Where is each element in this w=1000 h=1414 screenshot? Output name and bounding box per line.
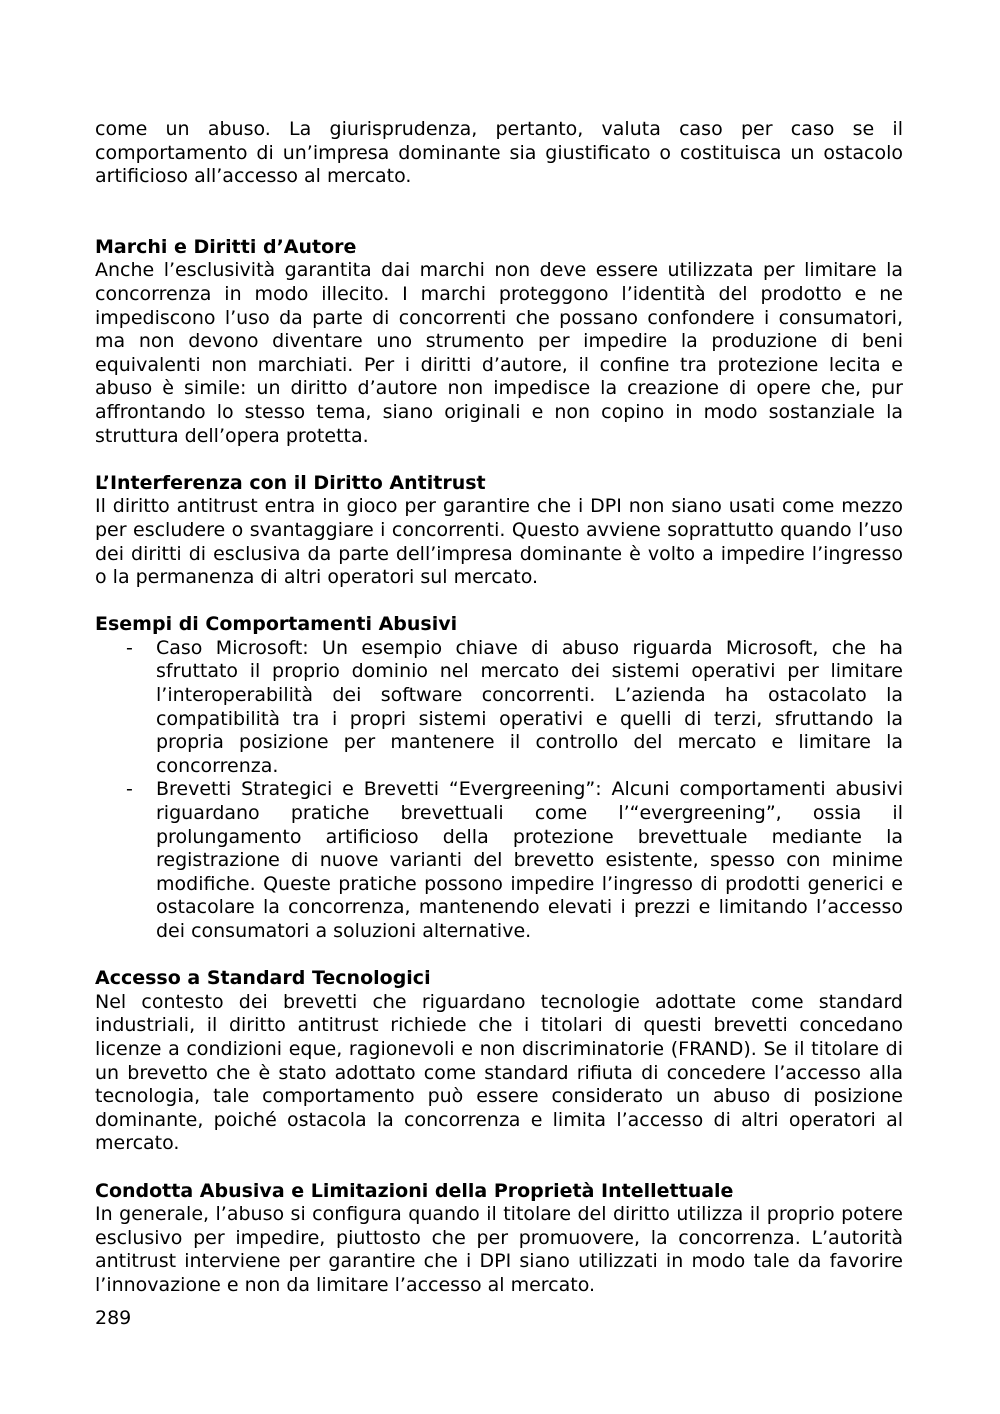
page-content: [95, 118, 903, 1298]
section-heading-condotta: Condotta Abusiva e Limitazioni della Proprietà Intellettuale: [95, 1179, 734, 1202]
section-heading-esempi: Esempi di Comportamenti Abusivi: [95, 613, 458, 636]
list-item: [95, 778, 903, 943]
page-number: 289: [95, 1307, 132, 1329]
section-body-interferenza: Il diritto antitrust entra in gioco per garantire che i DPI non siano usati come mezzo per escludere o svantaggiare i concorrenti. Questo avviene soprattutto quando l’uso dei diritti di esclusiva da parte dell’impresa dominante è volto a impedire l’ingresso o la permanenza di altri operatori sul mercato.: [95, 495, 903, 589]
section-body-condotta: In generale, l’abuso si configura quando il titolare del diritto utilizza il proprio potere esclusivo per impedire, piuttosto che per promuovere, la concorrenza. L’autorità antitrust interviene per garantire che i DPI siano utilizzati in modo tale da favorire l’innovazione e non da limitare l’accesso al mercato.: [95, 1203, 903, 1296]
section-heading-interferenza: L’Interferenza con il Diritto Antitrust: [95, 471, 486, 494]
list-item: [95, 637, 903, 779]
section-body-marchi: Anche l’esclusività garantita dai marchi non deve essere utilizzata per limitare la concorrenza in modo illecito. I marchi proteggono l’identità del prodotto e ne impediscono l’uso da parte di concorrenti che possano confondere i consumatori, ma non devono diventare uno strumento per impedire la produzione di beni equivalenti non marchiati. Per i diritti d’autore, il confine tra protezione lecita e abuso è simile: un diritto d’autore non impedisce la creazione di opere che, pur affrontando lo stesso tema, siano originali e non copino in modo sostanziale la struttura dell’opera protetta.: [95, 259, 903, 447]
section-heading-standard: Accesso a Standard Tecnologici: [95, 967, 431, 990]
dash-bullet: -: [126, 636, 133, 659]
list-item-text: Caso Microsoft: Un esempio chiave di abuso riguarda Microsoft, che ha sfruttato il proprio dominio nel mercato dei sistemi operativi per limitare l’interoperabilità dei software concorrenti. L’azienda ha ostacolato la compatibilità tra i propri sistemi operativi e quelli di terzi, sfruttando la propria posizione per mantenere il controllo del mercato e limitare la concorrenza.: [156, 636, 903, 777]
examples-list: [95, 637, 903, 944]
dash-bullet: -: [126, 778, 133, 801]
list-item-text: Brevetti Strategici e Brevetti “Evergreening”: Alcuni comportamenti abusivi riguardano pratiche brevettuali come l’“evergreening”, ossia il prolungamento artificioso della protezione brevettuale mediante la registrazione di nuove varianti del brevetto esistente, spesso con minime modifiche. Queste pratiche possono impedire l’ingresso di prodotti generici e ostacolare la concorrenza, mantenendo elevati i prezzi e limitando l’accesso dei consumatori a soluzioni alternative.: [156, 778, 903, 942]
section-heading-marchi: Marchi e Diritti d’Autore: [95, 235, 357, 258]
intro-paragraph: come un abuso. La giurisprudenza, pertanto, valuta caso per caso se il comportamento di un’impresa dominante sia giustificato o costituisca un ostacolo artificioso all’accesso al mercato.: [95, 118, 903, 188]
section-body-standard: Nel contesto dei brevetti che riguardano tecnologie adottate come standard industriali, il diritto antitrust richiede che i titolari di questi brevetti concedano licenze a condizioni eque, ragionevoli e non discriminatorie (FRAND). Se il titolare di un brevetto che è stato adottato come standard rifiuta di concedere l’accesso alla tecnologia, tale comportamento può essere considerato un abuso di posizione dominante, poiché ostacola la concorrenza e limita l’accesso di altri operatori al mercato.: [95, 990, 903, 1155]
